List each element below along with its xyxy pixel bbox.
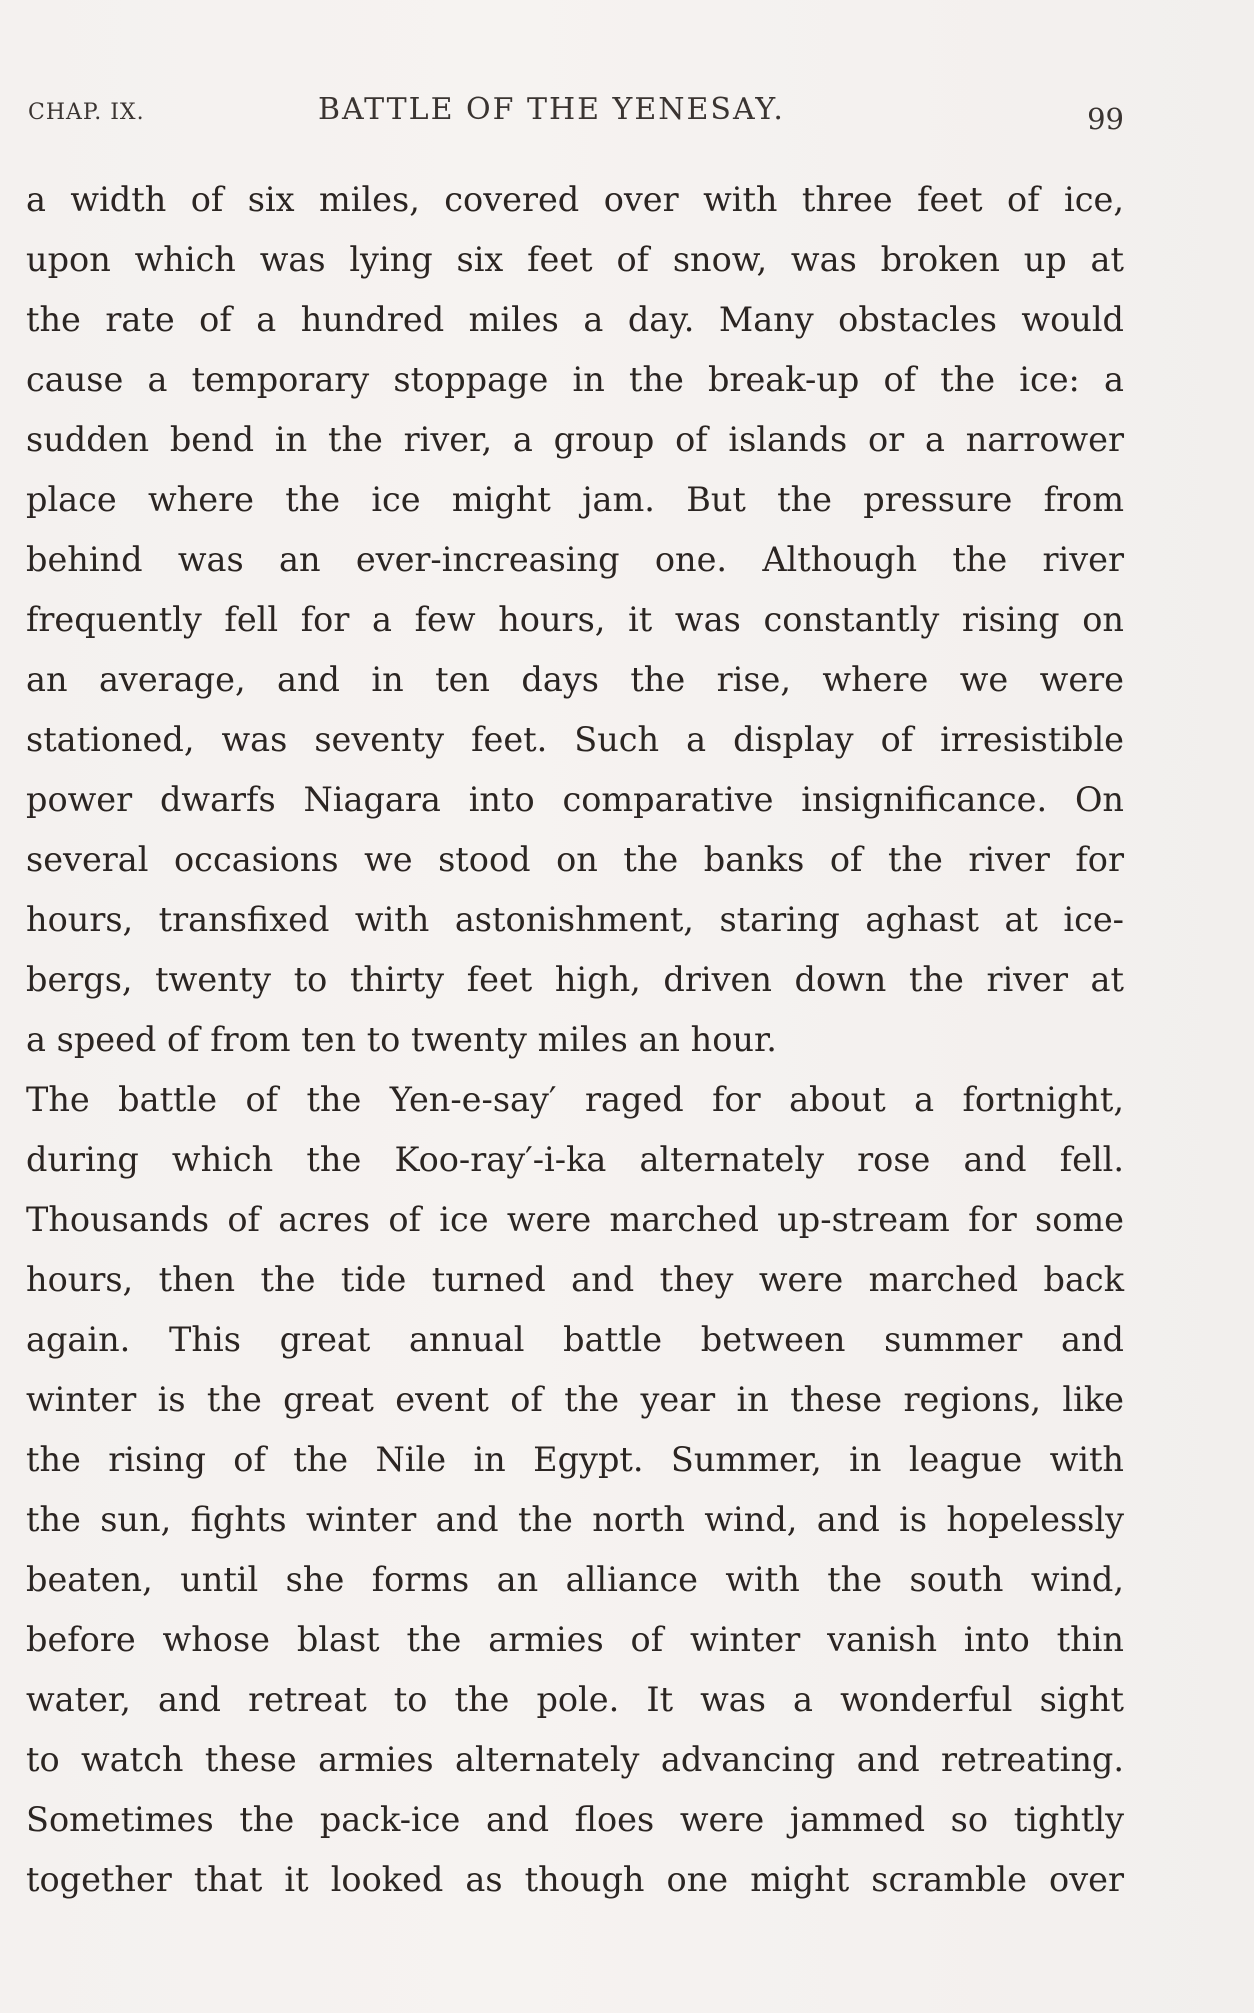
text-line: several occasions we stood on the banks of the river for (26, 840, 1124, 879)
text-line: cause a temporary stoppage in the break-up of the ice: a (26, 360, 1124, 399)
text-line: a width of six miles, covered over with three feet of ice, (26, 180, 1124, 219)
chapter-label: CHAP. IX. (28, 100, 145, 125)
running-head (28, 92, 1124, 136)
text-line: together that it looked as though one might scramble over (26, 1860, 1124, 1899)
text-line: hours, then the tide turned and they were marched back (26, 1260, 1124, 1299)
text-line: the rate of a hundred miles a day. Many obstacles would (26, 300, 1124, 339)
text-line: The battle of the Yen-e-say′ raged for about a fortnight, (26, 1080, 1124, 1119)
text-line: an average, and in ten days the rise, where we were (26, 660, 1124, 699)
text-line: Sometimes the pack-ice and floes were jammed so tightly (26, 1800, 1124, 1839)
text-line: the sun, fights winter and the north wind, and is hopelessly (26, 1500, 1124, 1539)
text-line: bergs, twenty to thirty feet high, driven down the river at (26, 960, 1124, 999)
text-line: power dwarfs Niagara into comparative insignificance. On (26, 780, 1124, 819)
text-line: to watch these armies alternately advancing and retreating. (26, 1740, 1124, 1779)
text-line: before whose blast the armies of winter vanish into thin (26, 1620, 1124, 1659)
text-line: winter is the great event of the year in these regions, like (26, 1380, 1124, 1419)
page-title: BATTLE OF THE YENESAY. (318, 92, 785, 127)
text-line: stationed, was seventy feet. Such a display of irresistible (26, 720, 1124, 759)
text-line: place where the ice might jam. But the pressure from (26, 480, 1124, 519)
text-line: frequently fell for a few hours, it was constantly rising on (26, 600, 1124, 639)
text-line: Thousands of acres of ice were marched up-stream for some (26, 1200, 1124, 1239)
text-line: upon which was lying six feet of snow, was broken up at (26, 240, 1124, 279)
text-line: hours, transfixed with astonishment, staring aghast at ice- (26, 900, 1124, 939)
text-line: behind was an ever-increasing one. Although the river (26, 540, 1124, 579)
text-line: sudden bend in the river, a group of islands or a narrower (26, 420, 1124, 459)
body-text (26, 170, 1124, 1910)
text-line: again. This great annual battle between summer and (26, 1320, 1124, 1359)
text-line: during which the Koo-ray′-i-ka alternately rose and fell. (26, 1140, 1124, 1179)
text-line: a speed of from ten to twenty miles an hour. (26, 1020, 777, 1059)
text-line: the rising of the Nile in Egypt. Summer, in league with (26, 1440, 1124, 1479)
text-line: water, and retreat to the pole. It was a wonderful sight (26, 1680, 1124, 1719)
text-line: beaten, until she forms an alliance with the south wind, (26, 1560, 1124, 1599)
page-number: 99 (1087, 102, 1124, 136)
